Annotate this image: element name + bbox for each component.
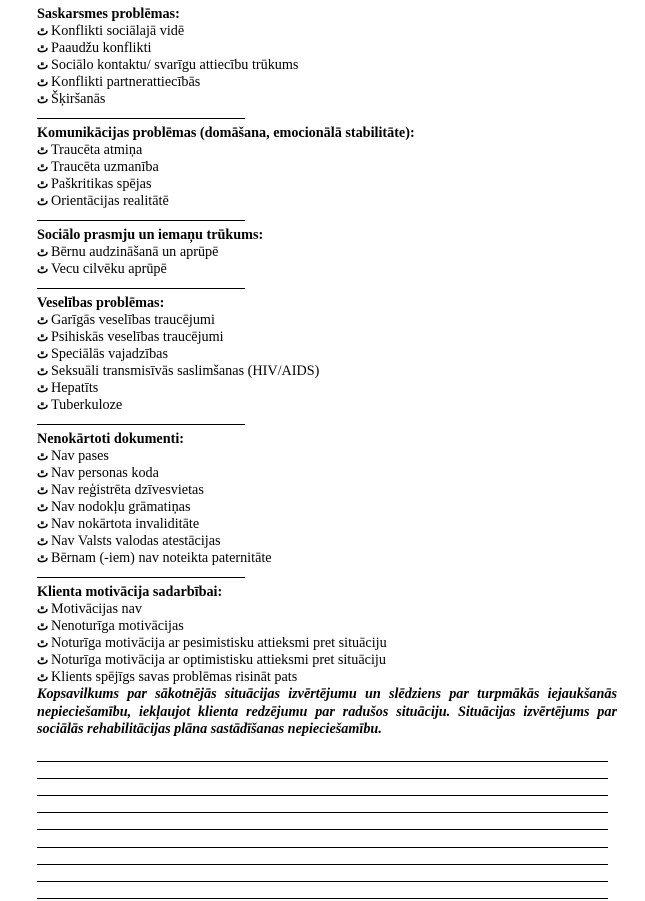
checkbox-item[interactable] [37,40,627,57]
checkbox-label: Garīgās veselības traucējumi [51,312,215,328]
checkbox-icon[interactable]: ٿ [37,58,49,72]
section-divider [37,108,245,119]
checkbox-icon[interactable]: ٿ [37,143,49,157]
checkbox-item[interactable] [37,397,627,414]
checkbox-label: Nav Valsts valodas atestācijas [51,533,221,549]
checkbox-icon[interactable]: ٿ [37,636,49,650]
checkbox-item[interactable] [37,448,627,465]
checkbox-icon[interactable]: ٿ [37,398,49,412]
checkbox-label: Nav personas koda [51,465,159,481]
checkbox-icon[interactable]: ٿ [37,466,49,480]
writing-line[interactable] [37,813,608,830]
writing-line[interactable] [37,796,608,813]
checkbox-label: Nav reģistrēta dzīvesvietas [51,482,204,498]
checkbox-label: Psihiskās veselības traucējumi [51,329,224,345]
checkbox-icon[interactable]: ٿ [37,534,49,548]
writing-line[interactable] [37,848,608,865]
checkbox-icon[interactable]: ٿ [37,670,49,684]
writing-line[interactable] [37,745,608,762]
checkbox-item[interactable] [37,193,627,210]
checkbox-item[interactable] [37,159,627,176]
checkbox-label: Tuberkuloze [51,397,123,413]
writing-lines[interactable] [37,745,627,900]
checkbox-icon[interactable]: ٿ [37,92,49,106]
writing-line[interactable] [37,865,608,882]
checkbox-item[interactable] [37,533,627,550]
checkbox-label: Šķiršanās [51,91,106,107]
checkbox-icon[interactable]: ٿ [37,619,49,633]
checkbox-icon[interactable]: ٿ [37,160,49,174]
checkbox-icon[interactable]: ٿ [37,313,49,327]
section-motivation [37,584,627,686]
checkbox-item[interactable] [37,550,627,567]
checkbox-item[interactable] [37,57,627,74]
checkbox-label: Traucēta uzmanība [51,159,159,175]
section-heading: Komunikācijas problēmas (domāšana, emocionālā stabilitāte): [37,125,415,141]
section-heading: Veselības problēmas: [37,295,165,311]
checkbox-item[interactable] [37,516,627,533]
checkbox-item[interactable] [37,482,627,499]
checkbox-label: Konflikti sociālajā vidē [51,23,185,39]
checkbox-label: Klients spējīgs savas problēmas risināt pats [51,669,298,685]
checkbox-label: Motivācijas nav [51,601,143,617]
checkbox-item[interactable] [37,363,627,380]
section-divider [37,414,245,425]
section-heading: Sociālo prasmju un iemaņu trūkums: [37,227,264,243]
checkbox-icon[interactable]: ٿ [37,41,49,55]
checkbox-icon[interactable]: ٿ [37,551,49,565]
checkbox-item[interactable] [37,499,627,516]
checkbox-item[interactable] [37,142,627,159]
checkbox-item[interactable] [37,244,627,261]
checkbox-icon[interactable]: ٿ [37,449,49,463]
checkbox-item[interactable] [37,346,627,363]
checkbox-label: Paaudžu konflikti [51,40,152,56]
checkbox-label: Paškritikas spējas [51,176,152,192]
checkbox-label: Speciālās vajadzības [51,346,168,362]
checkbox-item[interactable] [37,23,627,40]
section-health-problems [37,295,627,425]
writing-line[interactable] [37,762,608,779]
checkbox-label: Nav pases [51,448,109,464]
checkbox-label: Seksuāli transmisīvās saslimšanas (HIV/AIDS) [51,363,320,379]
checkbox-icon[interactable]: ٿ [37,177,49,191]
checkbox-icon[interactable]: ٿ [37,194,49,208]
checkbox-label: Noturīga motivācija ar pesimistisku attieksmi pret situāciju [51,635,387,651]
section-divider [37,567,245,578]
section-documents [37,431,627,578]
checkbox-label: Bērnu audzināšanā un aprūpē [51,244,219,260]
checkbox-label: Vecu cilvēku aprūpē [51,261,167,277]
checkbox-label: Nenoturīga motivācijas [51,618,184,634]
section-divider [37,210,245,221]
checkbox-item[interactable] [37,652,627,669]
checkbox-item[interactable] [37,74,627,91]
checkbox-icon[interactable]: ٿ [37,500,49,514]
section-heading: Klienta motivācija sadarbībai: [37,584,223,600]
writing-line[interactable] [37,779,608,796]
checkbox-item[interactable] [37,380,627,397]
checkbox-label: Bērnam (-iem) nav noteikta paternitāte [51,550,272,566]
section-heading: Nenokārtoti dokumenti: [37,431,185,447]
checkbox-label: Noturīga motivācija ar optimistisku attieksmi pret situāciju [51,652,386,668]
checkbox-icon[interactable]: ٿ [37,245,49,259]
section-communication-problems [37,6,627,119]
checkbox-label: Nav nodokļu grāmatiņas [51,499,191,515]
writing-line[interactable] [37,882,608,899]
checkbox-item[interactable] [37,601,627,618]
checkbox-label: Traucēta atmiņa [51,142,143,158]
checkbox-label: Hepatīts [51,380,99,396]
writing-line[interactable] [37,830,608,847]
checkbox-item[interactable] [37,329,627,346]
checkbox-item[interactable] [37,261,627,278]
checkbox-icon[interactable]: ٿ [37,364,49,378]
checkbox-item[interactable] [37,312,627,329]
section-social-skills [37,227,627,289]
checkbox-item[interactable] [37,618,627,635]
checkbox-icon[interactable]: ٿ [37,517,49,531]
checkbox-item[interactable] [37,176,627,193]
checkbox-item[interactable] [37,669,627,686]
checkbox-item[interactable] [37,91,627,108]
checkbox-label: Orientācijas realitātē [51,193,169,209]
checkbox-icon[interactable]: ٿ [37,75,49,89]
checkbox-icon[interactable]: ٿ [37,347,49,361]
checkbox-label: Konflikti partnerattiecībās [51,74,201,90]
checkbox-item[interactable] [37,635,627,652]
section-divider [37,278,245,289]
checkbox-icon[interactable]: ٿ [37,262,49,276]
checkbox-icon[interactable]: ٿ [37,653,49,667]
form-page [37,6,627,899]
checkbox-icon[interactable]: ٿ [37,483,49,497]
checkbox-icon[interactable]: ٿ [37,330,49,344]
checkbox-item[interactable] [37,465,627,482]
checkbox-label: Sociālo kontaktu/ svarīgu attiecību trūkums [51,57,299,73]
checkbox-label: Nav nokārtota invaliditāte [51,516,200,532]
section-heading: Saskarsmes problēmas: [37,6,180,22]
checkbox-icon[interactable]: ٿ [37,24,49,38]
summary-instruction: Kopsavilkums par sākotnējās situācijas izvērtējumu un slēdziens par turpmākās iejaukšanās nepieciešamību, iekļaujot klienta redzējumu par radušos situāciju. Situācijas izvērtējums par sociālās rehabilitācijas plāna sastādīšanas nepieciešamību. [37,686,617,737]
checkbox-icon[interactable]: ٿ [37,602,49,616]
section-cognitive-problems [37,125,627,221]
checkbox-icon[interactable]: ٿ [37,381,49,395]
